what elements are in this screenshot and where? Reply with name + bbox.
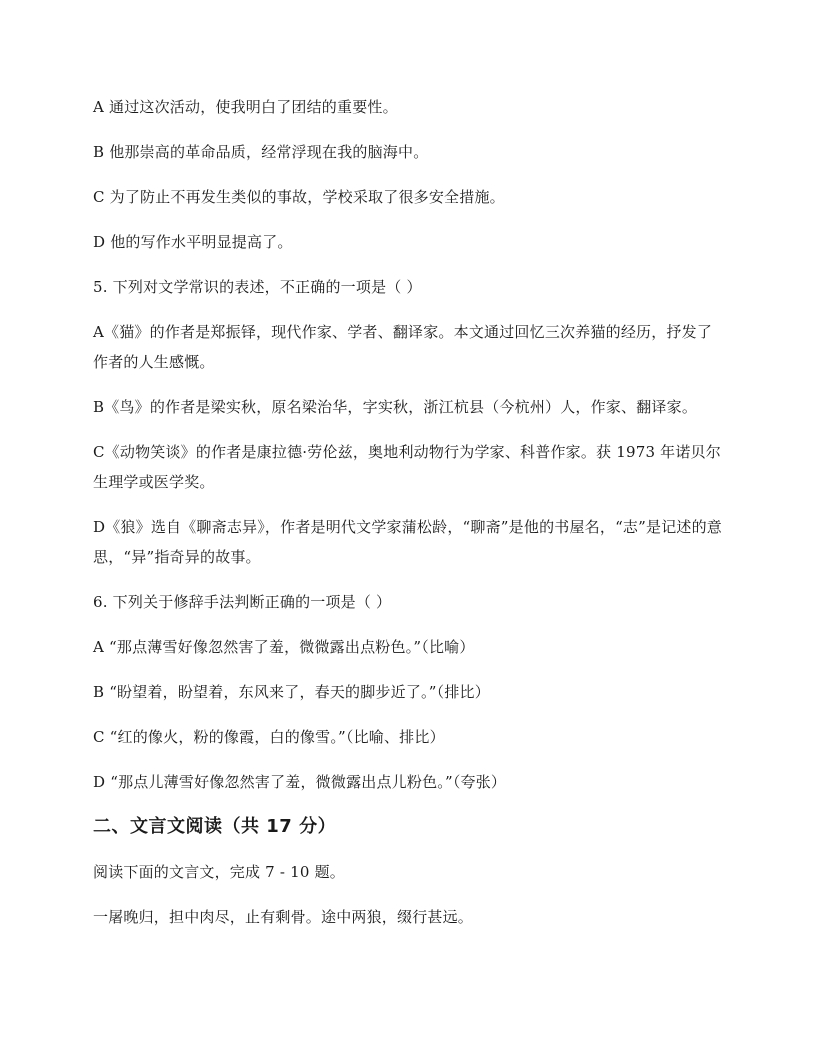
q4-option-b: B 他那崇高的革命品质，经常浮现在我的脑海中。: [93, 143, 429, 161]
q5-option-d: D《狼》选自《聊斋志异》，作者是明代文学家蒲松龄，“聊斋”是他的书屋名，“志”是记述的意思，“异”指奇异的故事。: [93, 518, 723, 566]
page-content: [93, 92, 723, 947]
q5-option-b: B《鸟》的作者是梁实秋，原名梁治华，字实秋，浙江杭县（今杭州）人，作家、翻译家。: [93, 398, 698, 416]
q5-option-c: C《动物笑谈》的作者是康拉德·劳伦兹，奥地利动物行为学家、科普作家。获 1973 年诺贝尔生理学或医学奖。: [93, 443, 721, 491]
q6-option-d: D “那点儿薄雪好像忽然害了羞，微微露出点儿粉色。”（夸张）: [93, 773, 507, 791]
q6-option-c: C “红的像火，粉的像霞，白的像雪。”（比喻、排比）: [93, 728, 445, 746]
q5-option-a: A《猫》的作者是郑振铎，现代作家、学者、翻译家。本文通过回忆三次养猫的经历，抒发了作者的人生感慨。: [93, 323, 713, 371]
section-2-passage: 一屠晚归，担中肉尽，止有剩骨。途中两狼，缀行甚远。: [93, 908, 474, 926]
section-2-instruction: 阅读下面的文言文，完成 7 - 10 题。: [93, 863, 345, 881]
question-6-stem: 6. 下列关于修辞手法判断正确的一项是（ ）: [93, 593, 392, 611]
section-2-heading: 二、文言文阅读（共 17 分）: [93, 816, 337, 837]
q4-option-c: C 为了防止不再发生类似的事故，学校采取了很多安全措施。: [93, 188, 505, 206]
q6-option-a: A “那点薄雪好像忽然害了羞，微微露出点粉色。”（比喻）: [93, 638, 475, 656]
question-5-stem: 5. 下列对文学常识的表述，不正确的一项是（ ）: [93, 278, 422, 296]
q4-option-d: D 他的写作水平明显提高了。: [93, 233, 293, 251]
q4-option-a: A 通过这次活动，使我明白了团结的重要性。: [93, 98, 398, 116]
q6-option-b: B “盼望着，盼望着，东风来了，春天的脚步近了。”（排比）: [93, 683, 490, 701]
